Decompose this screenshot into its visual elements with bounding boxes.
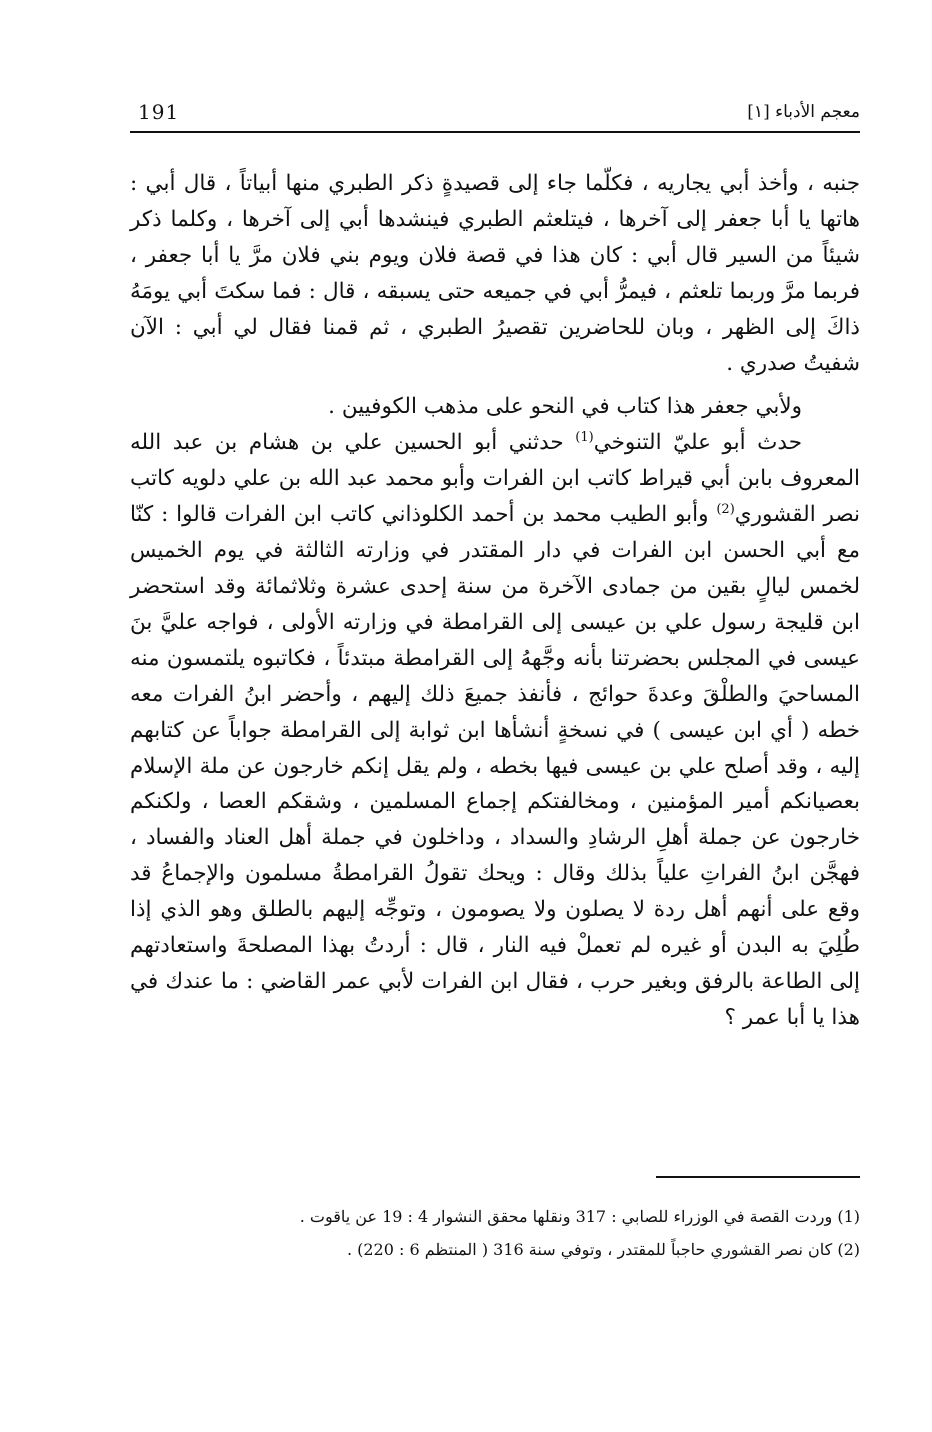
paragraph-3-part-b: حدثني أبو الحسين علي بن هشام بن عبد الله المعروف بابن أبي قيراط كاتب ابن الفرات وأبو محمد عبد الله بن علي دلويه كاتب نصر القشوري: [130, 430, 860, 528]
main-text: [130, 166, 860, 1036]
footnote-ref-1[interactable]: (1): [575, 430, 594, 446]
header-rule: [130, 131, 860, 133]
paragraph-3-part-a: حدث أبو عليّ التنوخي: [593, 430, 802, 456]
paragraph-2: ولأبي جعفر هذا كتاب في النحو على مذهب الكوفيين .: [328, 394, 802, 420]
paragraph-1: جنبه ، وأخذ أبي يجاريه ، فكلّما جاء إلى قصيدةٍ ذكر الطبري منها أبياتاً ، قال أبي : هاتها يا أبا جعفر إلى آخرها ، فيتلعثم الطبري فينشدها أبي إلى آخرها ، وكلما ذكر شيئاً من السير قال أبي : كان هذا في قصة فلان ويوم بني فلان مرَّ يا أبا جعفر ، فربما مرَّ وربما تلعثم ، فيمرُّ أبي في جميعه حتى يسبقه ، قال : فما سكتَ أبي يومَهُ ذاكَ إلى الظهر ، وبان للحاضرين تقصيرُ الطبري ، ثم قمنا فقال لي أبي : الآن شفيتُ صدري .: [130, 171, 860, 376]
page-number: 191: [138, 100, 180, 124]
footnote-1: (1) وردت القصة في الوزراء للصابي : 317 ونقلها محقق النشوار 4 : 19 عن ياقوت .: [299, 1207, 860, 1226]
footnote-rule: [656, 1176, 860, 1178]
footnote-2: (2) كان نصر القشوري حاجباً للمقتدر ، وتوفي سنة 316 ( المنتظم 6 : 220) .: [346, 1240, 860, 1259]
footnotes: [130, 1200, 860, 1266]
footnote-ref-2[interactable]: (2): [716, 502, 735, 517]
running-title: معجم الأدباء [١]: [747, 102, 860, 122]
page-header: [138, 100, 860, 130]
paragraph-3-part-c: وأبو الطيب محمد بن أحمد الكلوذاني كاتب ابن الفرات قالوا : كنّا مع أبي الحسن ابن الفرات في دار المقتدر في وزارته الثالثة في يوم الخميس لخمس ليالٍ بقين من جمادى الآخرة من سنة إحدى عشرة وثلاثمائة وقد استحضر ابن قليجة رسول علي بن عيسى إلى القرامطة في وزارته الأولى ، فواجه عليَّ بنَ عيسى في المجلس بحضرتنا بأنه وجَّههُ إلى القرامطة مبتدئاً ، فكاتبوه يلتمسون منه المساحيَ والطلْقَ وعدةَ حوائج ، فأنفذ جميعَ ذلك إليهم ، وأحضر ابنُ الفرات معه خطه ( أي ابن عيسى ) في نسخةٍ أنشأها ابن ثوابة إلى القرامطة جواباً عن كتابهم إليه ، وقد أصلح علي بن عيسى فيها بخطه ، ولم يقل إنكم خارجون عن ملة الإسلام بعصيانكم أمير المؤمنين ، ومخالفتكم إجماع المسلمين ، وشقكم العصا ، ولكنكم خارجون عن جملة أهلِ الرشادِ والسداد ، وداخلون في جملة أهل العناد والفساد ، فهجَّن ابنُ الفراتِ علياً بذلك وقال : ويحك تقولُ القرامطةُ مسلمون والإجماعُ قد وقع على أنهم أهل ردة لا يصلون ولا يصومون ، وتوجِّه إليهم بالطلق وهو الذي إذا طُلِيَ به البدن أو غيره لم تعملْ فيه النار ، قال : أردتُ بهذا المصلحةَ واستعادتهم إلى الطاعة بالرفق وبغير حرب ، فقال ابن الفرات لأبي عمر القاضي : ما عندك في هذا يا أبا عمر ؟: [130, 502, 860, 1030]
paragraph-3: [130, 425, 860, 1035]
